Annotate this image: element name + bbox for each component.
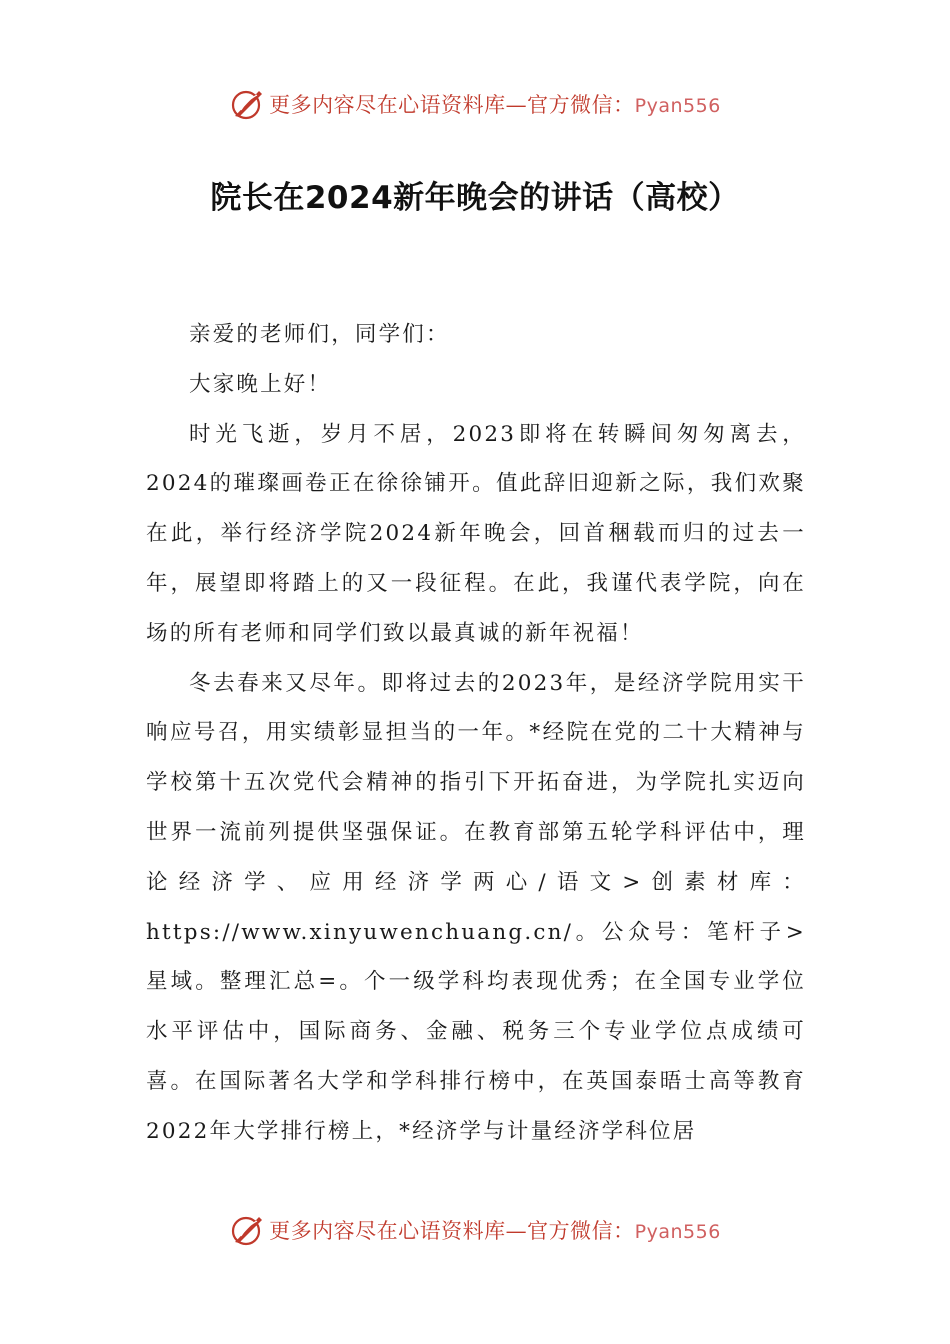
paragraph: 亲爱的老师们，同学们： [189,322,450,347]
paragraph: 大家晚上好！ [189,371,332,397]
footer-watermark-banner [0,1210,950,1250]
banner-wechat-id: Pyan556 [634,1221,721,1243]
header-watermark-banner [0,84,950,124]
document-body [146,310,806,1157]
paragraph: 冬去春来又尽年。即将过去的2023年，是经济学院用实干响应号召，用实绩彰显担当的一年。*经院在党的二十大精神与学校第十五次党代会精神的指引下开拓奋进，为学院扎实迈向世界一流前列提供坚强保证。在教育部第五轮学科评估中，理论经济学、应用经济学两心/语文>创素材库：https://www.xinyuwenchuang.cn/。公众号：笔杆子>星域。整理汇总=。个一级学科均表现优秀；在全国专业学位水平评估中，国际商务、金融、税务三个专业学位点成绩可喜。在国际著名大学和学科排行榜中，在英国泰晤士高等教育2022年大学排行榜上，*经济学与计量经济学科位居 [146,670,806,1144]
banner-wechat-id: Pyan556 [634,95,721,117]
quill-pen-icon [229,1212,265,1248]
paragraph: 时光飞逝，岁月不居，2023即将在转瞬间匆匆离去，2024的璀璨画卷正在徐徐铺开。值此辞旧迎新之际，我们欢聚在此，举行经济学院2024新年晚会，回首稇载而归的过去一年，展望即将踏上的又一段征程。在此，我谨代表学院，向在场的所有老师和同学们致以最真诚的新年祝福！ [146,421,806,646]
quill-pen-icon [229,86,265,122]
banner-text: 更多内容尽在心语资料库—官方微信：Pyan556 [269,1219,721,1243]
banner-text: 更多内容尽在心语资料库—官方微信：Pyan556 [269,93,721,117]
document-title: 院长在2024新年晚会的讲话（高校） [210,180,740,216]
